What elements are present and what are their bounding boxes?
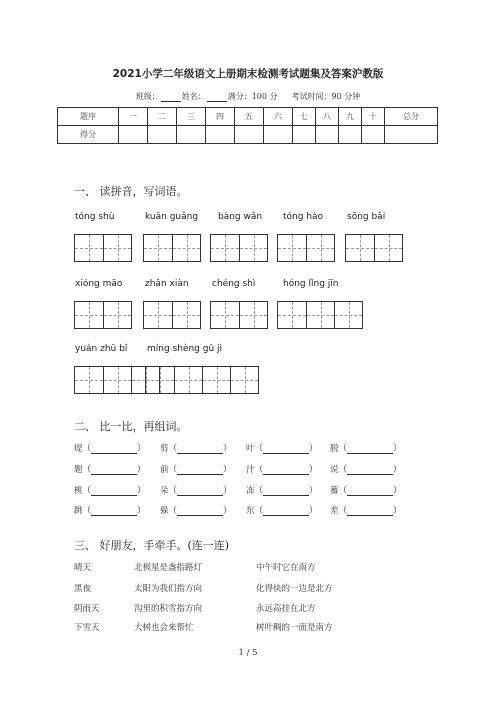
pinyin-label: míng shèng gǔ jì — [147, 344, 223, 354]
score-header-cell: 五 — [235, 108, 264, 126]
answer-blank[interactable] — [177, 506, 223, 516]
pinyin-label: xióng māo — [75, 279, 123, 289]
answer-blank[interactable] — [177, 444, 223, 454]
score-header-cell: 十 — [362, 108, 385, 126]
score-cell[interactable] — [362, 126, 385, 144]
exam-time: 考试时间：90 分钟 — [291, 92, 361, 101]
answer-blank[interactable] — [91, 444, 137, 454]
answer-blank[interactable] — [263, 486, 309, 496]
score-header-cell: 一 — [119, 108, 148, 126]
compare-item: 堤（ ） — [74, 444, 146, 454]
score-header-cell: 六 — [264, 108, 293, 126]
pinyin-label: zhǎn xiàn — [145, 279, 189, 289]
match-row — [74, 582, 434, 594]
score-cell[interactable] — [293, 126, 316, 144]
match-right[interactable]: 树叶稠的一面是南方 — [256, 623, 333, 633]
score-header-cell: 题序 — [58, 108, 119, 126]
compare-item: 差（ ） — [330, 506, 402, 516]
score-table-score-row — [58, 126, 438, 144]
compare-item: 说（ ） — [330, 465, 402, 475]
pinyin-label: bàng wǎn — [218, 212, 263, 222]
compare-item: 剪（ ） — [160, 444, 232, 454]
pinyin-label: kuān guǎng — [145, 212, 199, 222]
score-header-cell: 三 — [177, 108, 206, 126]
answer-blank[interactable] — [263, 506, 309, 516]
match-right[interactable]: 化得快的一边是北方 — [256, 584, 333, 594]
answer-blank[interactable] — [177, 486, 223, 496]
match-middle[interactable]: 太阳为我们指方向 — [134, 584, 203, 594]
compare-item: 桃（ ） — [74, 486, 146, 496]
score-header-cell: 七 — [293, 108, 316, 126]
section2-heading: 二、 比一比，再组词。 — [74, 420, 188, 433]
match-right[interactable]: 中午时它在南方 — [256, 563, 316, 573]
match-left[interactable]: 下雪天 — [74, 623, 100, 633]
pinyin-label: hóng lǐng jīn — [283, 279, 339, 289]
compare-item: 蓄（ ） — [330, 486, 402, 496]
answer-blank[interactable] — [177, 465, 223, 475]
pinyin-label: tóng hào — [283, 212, 324, 222]
score-header-cell: 九 — [339, 108, 362, 126]
full-score: 满分：100 分 — [227, 92, 278, 101]
match-left[interactable]: 黑夜 — [74, 584, 92, 594]
writing-box[interactable] — [143, 301, 201, 329]
section3-heading: 三、 好朋友，手牵手。(连一连) — [74, 539, 230, 552]
score-cell[interactable] — [339, 126, 362, 144]
score-cell[interactable] — [119, 126, 148, 144]
writing-box[interactable] — [143, 234, 201, 262]
writing-box[interactable] — [74, 234, 132, 262]
score-table — [57, 107, 438, 144]
score-cell[interactable] — [264, 126, 293, 144]
answer-blank[interactable] — [91, 506, 137, 516]
score-row-label: 得分 — [58, 126, 119, 144]
match-middle[interactable]: 大树也会来帮忙 — [134, 623, 194, 633]
score-cell[interactable] — [235, 126, 264, 144]
pinyin-label: chéng shì — [212, 279, 256, 289]
writing-box[interactable] — [277, 301, 363, 329]
name-label: 姓名： — [181, 92, 206, 101]
score-cell[interactable] — [206, 126, 235, 144]
score-cell[interactable] — [316, 126, 339, 144]
score-header-cell: 总分 — [385, 108, 438, 126]
compare-item: 叶（ ） — [246, 444, 318, 454]
score-cell[interactable] — [177, 126, 206, 144]
pinyin-label: sōng bǎi — [347, 212, 386, 222]
compare-item: 冻（ ） — [246, 486, 318, 496]
answer-blank[interactable] — [347, 486, 393, 496]
writing-box[interactable] — [277, 234, 335, 262]
exam-info — [0, 91, 496, 102]
page-number: 1 / 5 — [238, 648, 258, 658]
match-left[interactable]: 晴天 — [74, 563, 92, 573]
answer-blank[interactable] — [347, 506, 393, 516]
score-cell[interactable] — [385, 126, 438, 144]
writing-box[interactable] — [145, 366, 259, 394]
score-header-cell: 八 — [316, 108, 339, 126]
compare-item: 朵（ ） — [160, 486, 232, 496]
class-blank[interactable] — [161, 92, 181, 102]
compare-item: 跳（ ） — [74, 506, 146, 516]
writing-box[interactable] — [74, 301, 132, 329]
score-cell[interactable] — [148, 126, 177, 144]
score-header-cell: 二 — [148, 108, 177, 126]
answer-blank[interactable] — [91, 465, 137, 475]
compare-item: 前（ ） — [160, 465, 232, 475]
section1-heading: 一、 读拼音，写词语。 — [74, 185, 188, 198]
match-right[interactable]: 永远高挂在北方 — [256, 604, 316, 614]
score-header-cell: 四 — [206, 108, 235, 126]
answer-blank[interactable] — [347, 465, 393, 475]
match-row — [74, 621, 434, 633]
writing-box[interactable] — [210, 301, 268, 329]
answer-blank[interactable] — [91, 486, 137, 496]
compare-item: 躲（ ） — [160, 506, 232, 516]
match-middle[interactable]: 北极星是盏指路灯 — [134, 563, 203, 573]
match-row — [74, 602, 434, 614]
compare-item: 题（ ） — [74, 465, 146, 475]
answer-blank[interactable] — [263, 444, 309, 454]
writing-box[interactable] — [210, 234, 268, 262]
compare-item: 东（ ） — [246, 506, 318, 516]
pinyin-label: yuán zhū bǐ — [75, 344, 128, 354]
writing-box[interactable] — [345, 234, 403, 262]
compare-item: 脱（ ） — [330, 444, 402, 454]
match-row — [74, 561, 434, 573]
score-table-header-row — [58, 108, 438, 126]
answer-blank[interactable] — [347, 444, 393, 454]
answer-blank[interactable] — [263, 465, 309, 475]
pinyin-label: tóng shù — [75, 212, 115, 222]
match-middle[interactable]: 沟里的积雪指方向 — [134, 604, 203, 614]
page-title: 2021小学二年级语文上册期末检测考试题集及答案沪教版 — [112, 68, 384, 80]
compare-item: 汁（ ） — [246, 465, 318, 475]
name-blank[interactable] — [207, 92, 227, 102]
match-left[interactable]: 阴雨天 — [74, 604, 100, 614]
class-label: 班级： — [135, 92, 160, 101]
